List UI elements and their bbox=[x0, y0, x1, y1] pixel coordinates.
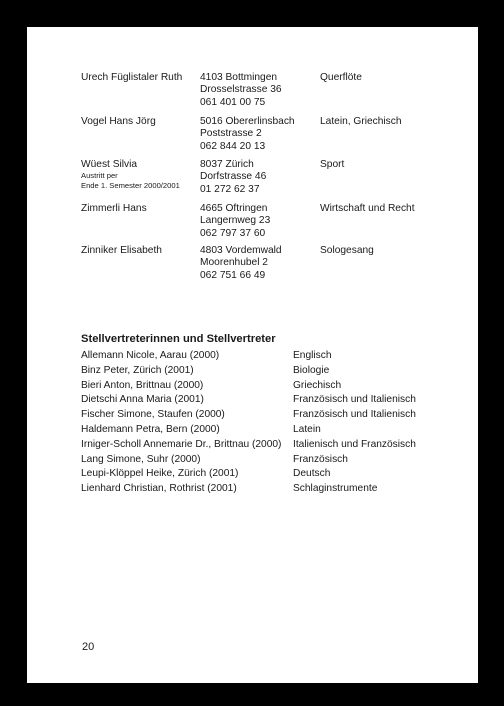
list-item bbox=[27, 364, 478, 379]
list-item bbox=[27, 423, 478, 438]
substitute-subject: Englisch bbox=[293, 350, 332, 361]
staff-subject: Sport bbox=[320, 159, 345, 170]
list-item bbox=[27, 467, 478, 482]
staff-subject: Latein, Griechisch bbox=[320, 116, 402, 127]
staff-note: Ende 1. Semester 2000/2001 bbox=[81, 181, 180, 190]
substitute-subject: Französisch und Italienisch bbox=[293, 394, 416, 406]
list-item bbox=[27, 453, 478, 468]
substitute-name: Lang Simone, Suhr (2000) bbox=[81, 453, 201, 465]
page-number: 20 bbox=[82, 641, 95, 653]
staff-name: Vogel Hans Jörg bbox=[81, 116, 156, 127]
section-heading: Stellvertreterinnen und Stellvertreter bbox=[81, 333, 276, 345]
list-item bbox=[27, 393, 478, 408]
substitute-name: Binz Peter, Zürich (2001) bbox=[81, 364, 194, 376]
substitute-name: Irniger-Scholl Annemarie Dr., Brittnau (2000) bbox=[81, 438, 282, 450]
substitute-name: Fischer Simone, Staufen (2000) bbox=[81, 409, 225, 421]
list-item bbox=[27, 379, 478, 394]
substitutes-list bbox=[27, 349, 478, 497]
substitute-subject: Schlaginstrumente bbox=[293, 483, 378, 495]
substitute-name: Leupi-Klöppel Heike, Zürich (2001) bbox=[81, 468, 239, 480]
staff-name: Urech Füglistaler Ruth bbox=[81, 72, 183, 83]
substitute-name: Bieri Anton, Brittnau (2000) bbox=[81, 379, 204, 391]
list-item bbox=[27, 438, 478, 453]
staff-name: Zimmerli Hans bbox=[81, 203, 147, 214]
substitute-name: Dietschi Anna Maria (2001) bbox=[81, 394, 204, 406]
staff-address: 5016 Obererlinsbach Poststrasse 2 062 844 20 13 bbox=[200, 116, 295, 152]
substitute-subject: Französisch und Italienisch bbox=[293, 409, 416, 421]
staff-name: Zinniker Elisabeth bbox=[81, 245, 162, 256]
substitute-subject: Biologie bbox=[293, 364, 330, 376]
staff-subject: Sologesang bbox=[320, 245, 374, 256]
substitute-name: Lienhard Christian, Rothrist (2001) bbox=[81, 483, 237, 495]
substitute-subject: Latein bbox=[293, 423, 321, 435]
staff-subject: Querflöte bbox=[320, 72, 362, 83]
substitute-subject: Französisch bbox=[293, 453, 348, 465]
staff-address: 4103 Bottmingen Drosselstrasse 36 061 401 00 75 bbox=[200, 72, 282, 108]
staff-address: 4665 Oftringen Langernweg 23 062 797 37 60 bbox=[200, 203, 271, 239]
staff-note: Austritt per bbox=[81, 171, 118, 181]
staff-address: 4803 Vordemwald Moorenhubel 2 062 751 66 49 bbox=[200, 245, 282, 281]
substitute-subject: Italienisch und Französisch bbox=[293, 438, 416, 450]
substitute-name: Allemann Nicole, Aarau (2000) bbox=[81, 350, 220, 361]
substitute-subject: Deutsch bbox=[293, 468, 331, 480]
list-item bbox=[27, 408, 478, 423]
substitute-name: Haldemann Petra, Bern (2000) bbox=[81, 423, 220, 435]
staff-name: Wüest Silvia Austritt per Ende 1. Semester 2000/2001 bbox=[81, 159, 196, 191]
list-item bbox=[27, 482, 478, 497]
staff-subject: Wirtschaft und Recht bbox=[320, 203, 415, 214]
list-item bbox=[27, 349, 478, 364]
substitute-subject: Griechisch bbox=[293, 379, 342, 391]
document-page bbox=[27, 27, 478, 683]
staff-address: 8037 Zürich Dorfstrasse 46 01 272 62 37 bbox=[200, 159, 267, 195]
